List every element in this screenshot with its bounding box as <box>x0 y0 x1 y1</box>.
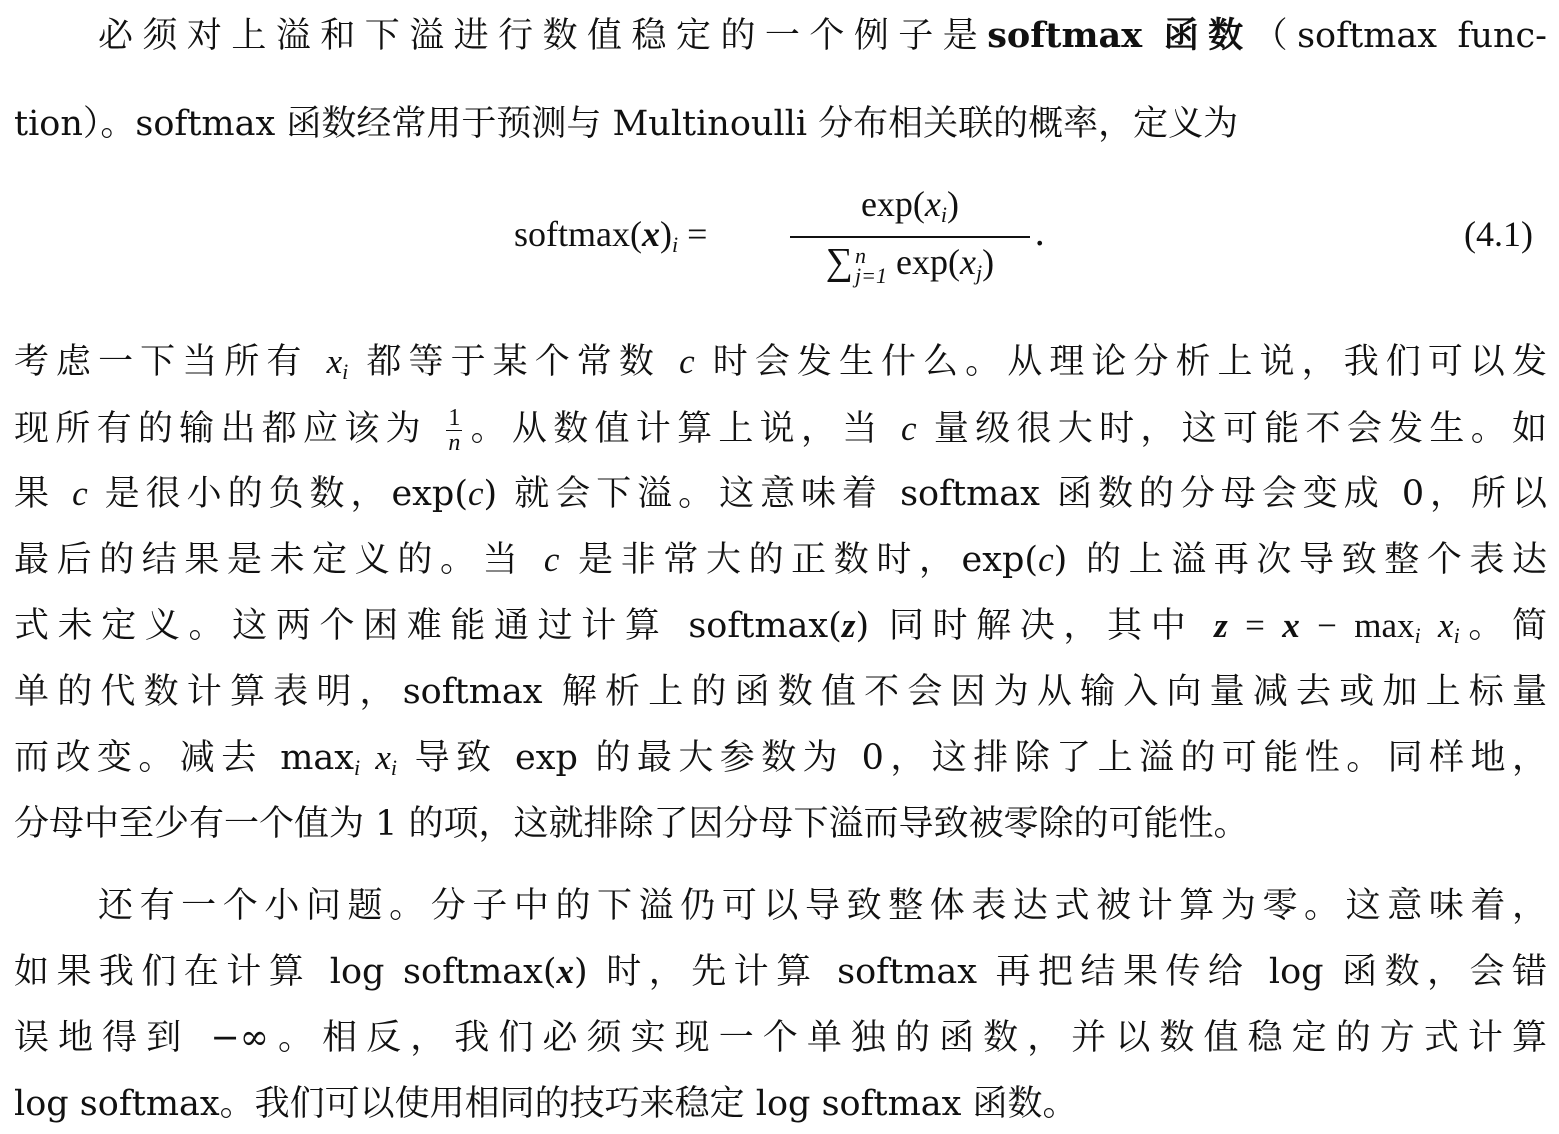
para1-line2: tion）。softmax 函数经常用于预测与 Multinoulli 分布相关联的概率，定义为 <box>14 104 1239 144</box>
sum-upper-limit: n <box>855 242 867 268</box>
text-run: 现所有的输出都应该为 <box>14 409 445 449</box>
para3-line2 <box>14 950 1547 994</box>
eq-num-sub: i <box>940 202 948 227</box>
text-run: 都等于某个常数 <box>348 342 680 382</box>
text-run: ) 就会下溢。这意味着 softmax 函数的分母会变成 0，所以 <box>483 474 1547 514</box>
para1-line1 <box>14 14 1547 58</box>
eq-den-func: exp( <box>886 242 960 282</box>
equation-fraction <box>790 180 1030 300</box>
text-run: 而改变。减去 max <box>14 738 355 778</box>
text-run: 果 <box>14 474 73 514</box>
math-op: − max <box>1299 606 1415 645</box>
text-run: 量级很大时，这可能不会发生。如 <box>916 409 1547 449</box>
para2-line8: 分母中至少有一个值为 1 的项，这就排除了因分母下溢而导致被零除的可能性。 <box>14 804 1249 844</box>
para2-line6: 单的代数计算表明，softmax 解析上的函数值不会因为从输入向量减去或加上标量 <box>14 672 1547 712</box>
equation-lhs <box>514 214 708 257</box>
text-run: 考虑一下当所有 <box>14 342 327 382</box>
eq-num-var: x <box>924 184 941 224</box>
text-run: ) 时，先计算 softmax 再把结果传给 log 函数，会错 <box>574 952 1547 992</box>
eq-den-var: x <box>959 242 976 282</box>
eq-lhs-var: x <box>641 214 660 254</box>
para2-line4 <box>14 538 1547 582</box>
eq-lhs-sub: i <box>671 232 679 257</box>
softmax-term: softmax 函数 <box>987 15 1253 56</box>
fraction-one-over-n <box>446 406 462 455</box>
math-var: x <box>1282 606 1300 645</box>
math-op: = <box>1227 606 1283 645</box>
text-run: 导致 exp 的最大参数为 0，这排除了上溢的可能性。同样地， <box>397 738 1547 778</box>
math-var: c <box>543 540 560 579</box>
math-sub: i <box>1414 623 1421 648</box>
sum-lower-limit: j=1 <box>855 262 887 288</box>
eq-num-close: ) <box>947 184 960 224</box>
eq-den-sub: j <box>975 260 983 285</box>
equation-denominator <box>790 242 1030 286</box>
text-run: 如果我们在计算 log softmax( <box>14 952 557 992</box>
para2-line3 <box>14 472 1547 516</box>
para2-line1 <box>14 340 1547 384</box>
para3-line4: log softmax。我们可以使用相同的技巧来稳定 log softmax 函数。 <box>14 1084 1078 1124</box>
eq-equals: = <box>678 214 708 254</box>
math-var: c <box>72 474 88 513</box>
text-run: 最后的结果是未定义的。当 <box>14 540 544 580</box>
math-sub: i <box>1453 623 1460 648</box>
equation-4-1 <box>0 180 1559 300</box>
para2-line2 <box>14 406 1547 455</box>
eq-lhs-func: softmax( <box>514 214 642 254</box>
text-run: 。简 <box>1459 606 1547 646</box>
math-var: c <box>900 409 917 448</box>
para1-text: 必须对上溢和下溢进行数值稳定的一个例子是 <box>98 16 988 56</box>
math-var: c <box>679 342 695 381</box>
para3-line1: 还有一个小问题。分子中的下溢仍可以导致整体表达式被计算为零。这意味着， <box>98 886 1547 926</box>
math-sub: i <box>342 359 349 384</box>
math-var: z <box>841 606 856 645</box>
math-var: c <box>467 474 484 513</box>
math-sub: i <box>390 755 397 780</box>
text-run: 时会发生什么。从理论分析上说，我们可以发 <box>694 342 1547 382</box>
text-run: ) 的上溢再次导致整个表达 <box>1053 540 1547 580</box>
text-run: 是很小的负数，exp( <box>87 474 468 514</box>
math-var: z <box>1214 606 1228 645</box>
sum-symbol: ∑ <box>825 241 854 283</box>
math-var: x <box>326 342 343 381</box>
frac-denominator: n <box>448 430 461 455</box>
text-run: 式未定义。这两个困难能通过计算 softmax( <box>14 606 842 646</box>
para3-line3: 误地得到 −∞。相反，我们必须实现一个单独的函数，并以数值稳定的方式计算 <box>14 1018 1547 1058</box>
para2-line7 <box>14 736 1547 780</box>
text-run: 。从数值计算上说，当 <box>464 409 901 449</box>
text-run: 是非常大的正数时，exp( <box>559 540 1039 580</box>
equation-numerator <box>790 184 1030 227</box>
frac-numerator: 1 <box>448 406 461 431</box>
para2-line5 <box>14 604 1547 648</box>
para1-paren: （softmax func- <box>1252 16 1547 56</box>
equation-period: . <box>1034 213 1046 254</box>
eq-num-func: exp( <box>860 184 925 224</box>
math-var: x <box>360 738 391 777</box>
math-var: c <box>1038 540 1054 579</box>
fraction-bar <box>790 236 1030 238</box>
math-sub: i <box>354 755 361 780</box>
math-var: x <box>1420 606 1454 645</box>
eq-lhs-close: ) <box>659 214 672 254</box>
text-run: ) 同时解决，其中 <box>855 606 1215 646</box>
eq-den-close: ) <box>982 242 995 282</box>
equation-number: (4.1) <box>1464 214 1533 254</box>
math-var: x <box>556 952 575 991</box>
